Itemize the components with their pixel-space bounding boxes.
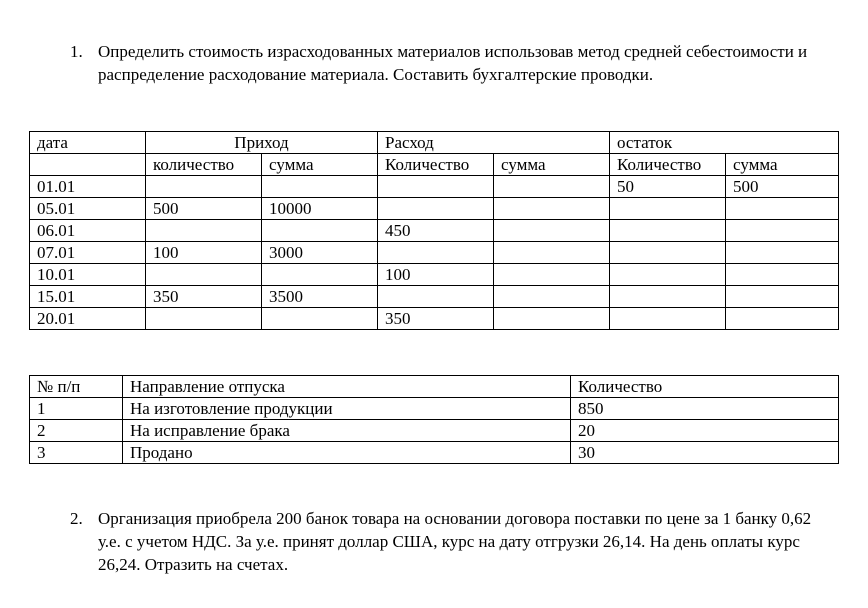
table-cell: 350: [378, 308, 494, 330]
table-cell: Количество: [571, 376, 839, 398]
table-cell: 10000: [262, 198, 378, 220]
table-cell: [610, 198, 726, 220]
table-cell: 15.01: [30, 286, 146, 308]
table-row: [30, 442, 839, 464]
table-cell: [494, 220, 610, 242]
table-cell: 3: [30, 442, 123, 464]
table-cell: [262, 308, 378, 330]
table-cell: Количество: [378, 154, 494, 176]
table-cell: 3000: [262, 242, 378, 264]
task-number: 1.: [70, 42, 83, 61]
table-cell: [610, 220, 726, 242]
table-cell: [610, 286, 726, 308]
table-cell: 01.01: [30, 176, 146, 198]
table-cell: 07.01: [30, 242, 146, 264]
table-cell: 50: [610, 176, 726, 198]
table-row: [30, 286, 839, 308]
table-header-row: [30, 132, 839, 154]
table-cell: [146, 264, 262, 286]
table-cell: сумма: [494, 154, 610, 176]
table-cell: [262, 220, 378, 242]
table-cell: [30, 154, 146, 176]
table-row: [30, 398, 839, 420]
table-cell: 100: [378, 264, 494, 286]
table-cell: [378, 176, 494, 198]
table-cell: [610, 308, 726, 330]
table-cell: [262, 176, 378, 198]
table-cell: [494, 198, 610, 220]
table-cell: [726, 198, 839, 220]
table-cell: 2: [30, 420, 123, 442]
table-row: [30, 264, 839, 286]
table-subheader-row: [30, 154, 839, 176]
table-cell: [726, 286, 839, 308]
table-row: [30, 220, 839, 242]
table-cell: [726, 264, 839, 286]
task-number: 2.: [70, 509, 83, 528]
table-cell: 500: [726, 176, 839, 198]
table-cell: 450: [378, 220, 494, 242]
table-cell: [146, 220, 262, 242]
table-cell: Продано: [123, 442, 571, 464]
header-income: Приход: [146, 132, 378, 154]
table-cell: [494, 264, 610, 286]
header-balance: остаток: [610, 132, 839, 154]
table-cell: 100: [146, 242, 262, 264]
table-cell: [378, 242, 494, 264]
table-cell: 500: [146, 198, 262, 220]
table-cell: сумма: [726, 154, 839, 176]
table-cell: [494, 242, 610, 264]
table-cell: [146, 308, 262, 330]
task-text: Определить стоимость израсходованных материалов использовав метод средней себестоимости и распределение расходование материала. Составить бухгалтерские проводки.: [98, 42, 808, 84]
table-cell: Количество: [610, 154, 726, 176]
table-cell: 06.01: [30, 220, 146, 242]
table-cell: 3500: [262, 286, 378, 308]
table-cell: [494, 176, 610, 198]
header-date: дата: [30, 132, 146, 154]
table-cell: Направление отпуска: [123, 376, 571, 398]
table-cell: [378, 286, 494, 308]
table-cell: 20: [571, 420, 839, 442]
table-cell: На исправление брака: [123, 420, 571, 442]
table-row: [30, 176, 839, 198]
table-cell: 1: [30, 398, 123, 420]
table-cell: № п/п: [30, 376, 123, 398]
table-cell: [610, 264, 726, 286]
table-cell: количество: [146, 154, 262, 176]
table-row: [30, 198, 839, 220]
table-cell: 10.01: [30, 264, 146, 286]
table-cell: [146, 176, 262, 198]
table-row: [30, 308, 839, 330]
table-cell: [494, 308, 610, 330]
table-cell: [494, 286, 610, 308]
table-cell: На изготовление продукции: [123, 398, 571, 420]
table-cell: 350: [146, 286, 262, 308]
table-cell: [378, 198, 494, 220]
header-expense: Расход: [378, 132, 610, 154]
table-row: [30, 420, 839, 442]
task-text: Организация приобрела 200 банок товара на основании договора поставки по цене за 1 банку 0,62 у.е. с учетом НДС. За у.е. принят доллар США, курс на дату отгрузки 26,14. На день оплаты курс 26,24. Отразить на счетах.: [98, 509, 812, 574]
materials-table: [29, 131, 839, 330]
table-cell: [262, 264, 378, 286]
task-1: [70, 40, 830, 86]
table-cell: 850: [571, 398, 839, 420]
table-cell: [610, 242, 726, 264]
table-cell: 30: [571, 442, 839, 464]
table-cell: [726, 242, 839, 264]
table-cell: [726, 220, 839, 242]
table-cell: 05.01: [30, 198, 146, 220]
table-header-row: [30, 376, 839, 398]
distribution-table: [29, 375, 839, 464]
table-cell: [726, 308, 839, 330]
table-cell: 20.01: [30, 308, 146, 330]
table-row: [30, 242, 839, 264]
task-2: [70, 507, 830, 576]
table-cell: сумма: [262, 154, 378, 176]
